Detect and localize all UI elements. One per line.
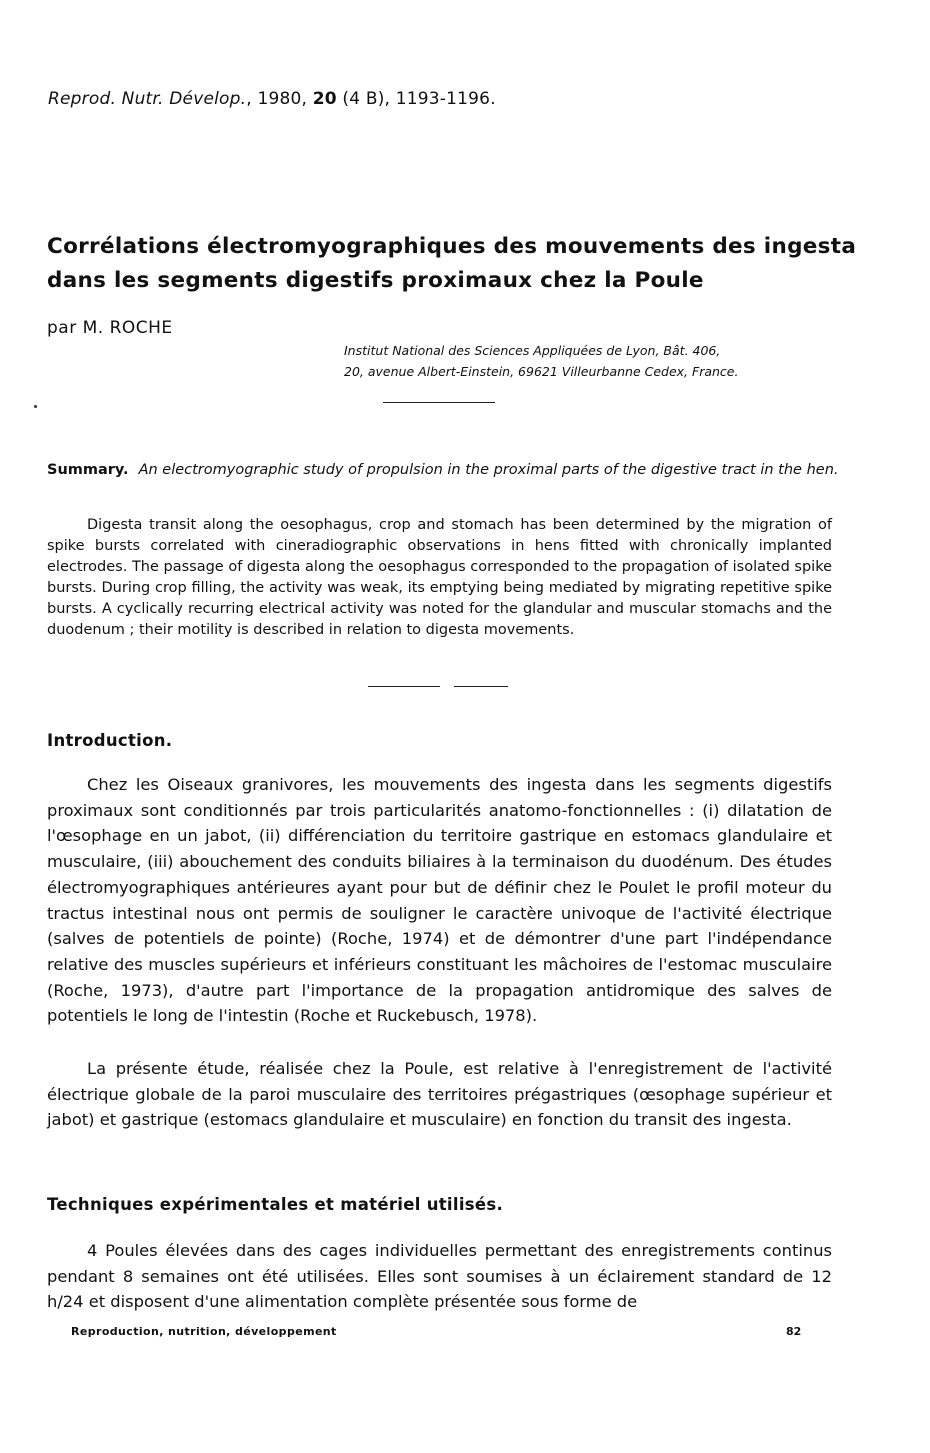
- techniques-heading: Techniques expérimentales et matériel utilisés.: [47, 1195, 504, 1214]
- page-number: 82: [786, 1325, 802, 1338]
- affiliation-line-1: Institut National des Sciences Appliquées de Lyon, Bât. 406,: [344, 343, 721, 358]
- footer-journal: Reproduction, nutrition, développement: [71, 1325, 337, 1338]
- summary-divider-right: [454, 686, 508, 687]
- summary-label: Summary.: [47, 462, 129, 478]
- introduction-paragraph-1: Chez les Oiseaux granivores, les mouvements des ingesta dans les segments digestifs proximaux sont conditionnés par trois particularités anatomo-fonctionnelles : (i) dilatation de l'œsophage en un jabot, (ii) différenciation du territoire gastrique en estomacs glandulaire et musculaire, (iii) abouchement des conduits biliaires à la terminaison du duodénum. Des études électromyographiques antérieures ayant pour but de définir chez le Poulet le profil moteur du tractus intestinal nous ont permis de souligner le caractère univoque de l'activité électrique (salves de potentiels de pointe) (Roche, 1974) et de démontrer d'une part l'indépendance relative des muscles supérieurs et inférieurs constituant les mâchoires de l'estomac musculaire (Roche, 1973), d'autre part l'importance de la propagation antidromique des salves de potentiels le long de l'intestin (Roche et Ruckebusch, 1978).: [47, 775, 832, 1026]
- citation-pages: (4 B), 1193-1196.: [336, 89, 496, 109]
- introduction-heading: Introduction.: [47, 731, 173, 750]
- summary-body: Digesta transit along the oesophagus, crop and stomach has been determined by the migration of spike bursts correlated with cineradiographic observations in hens fitted with chronically implanted electrodes. The passage of digesta along the oesophagus corresponded to the propagation of isolated spike bursts. During crop filling, the activity was weak, its emptying being mediated by migrating repetitive spike bursts. A cyclically recurring electrical activity was noted for the glandular and muscular stomachs and the duodenum ; their motility is described in relation to digesta movements.: [47, 517, 832, 638]
- journal-name: Reprod. Nutr. Dévelop.: [48, 89, 247, 109]
- citation-year: , 1980,: [246, 89, 313, 109]
- article-title: Corrélations électromyographiques des mouvements des ingesta dans les segments digestifs proximaux chez la Poule: [47, 234, 857, 293]
- techniques-paragraph-1: 4 Poules élevées dans des cages individuelles permettant des enregistrements continus pendant 8 semaines ont été utilisées. Elles sont soumises à un éclairement standard de 12 h/24 et disposent d'une alimentation complète présentée sous forme de: [47, 1241, 832, 1312]
- author-line: par M. ROCHE: [47, 318, 173, 338]
- stray-mark: [34, 405, 37, 408]
- summary-divider-left: [368, 686, 440, 687]
- citation-line: [48, 89, 496, 109]
- introduction-paragraph-2: La présente étude, réalisée chez la Poule, est relative à l'enregistrement de l'activité électrique globale de la paroi musculaire des territoires prégastriques (œsophage supérieur et jabot) et gastrique (estomacs glandulaire et musculaire) en fonction du transit des ingesta.: [47, 1059, 832, 1130]
- summary-heading: [47, 460, 847, 481]
- summary-title: An electromyographic study of propulsion in the proximal parts of the digestive tract in the hen.: [138, 462, 839, 478]
- citation-volume: 20: [312, 89, 337, 109]
- affiliation: [344, 340, 814, 382]
- affiliation-line-2: 20, avenue Albert-Einstein, 69621 Villeurbanne Cedex, France.: [344, 364, 739, 379]
- header-divider: [383, 402, 495, 403]
